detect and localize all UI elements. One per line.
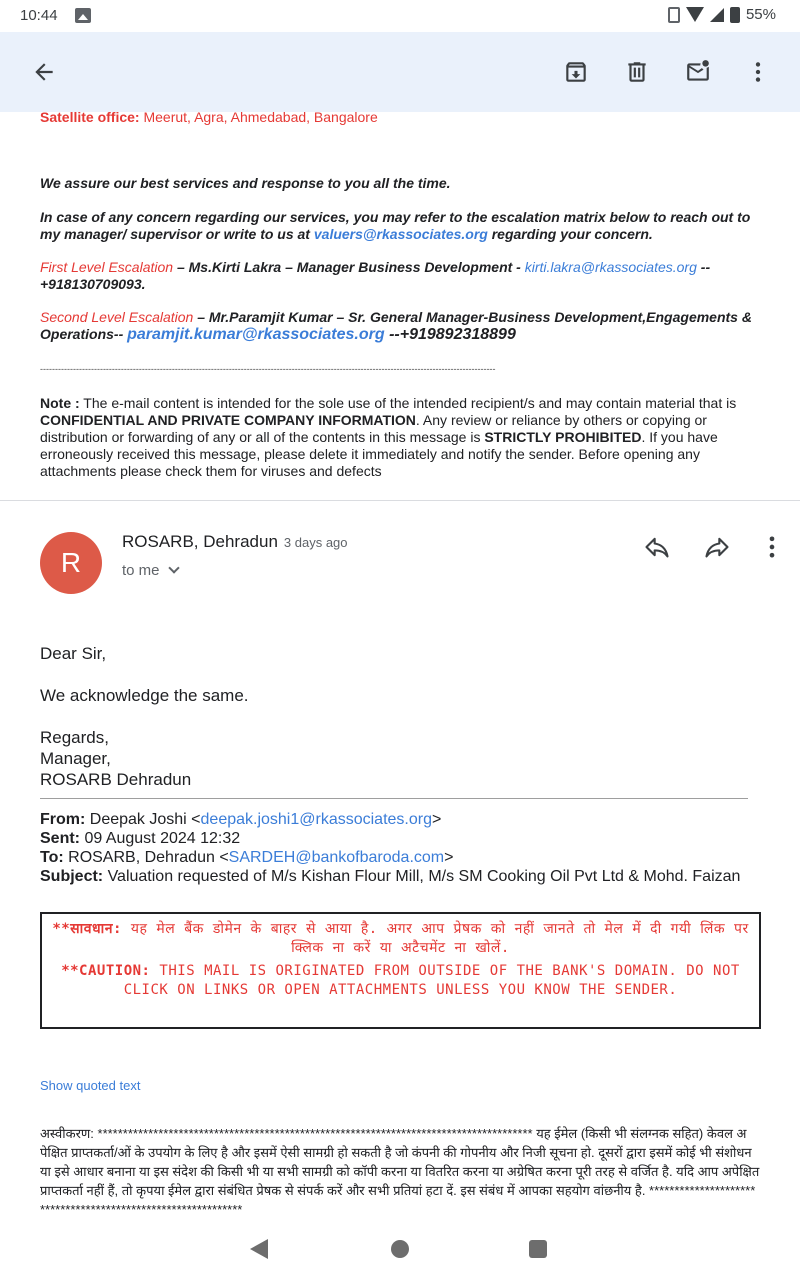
quoted-divider [40, 798, 748, 799]
greeting: Dear Sir, [40, 644, 107, 663]
to-me-label: to me [122, 562, 160, 579]
note-text-1: The e-mail content is intended for the sole use of the intended recipient/s and may contain material that is [79, 395, 737, 411]
delete-button[interactable] [617, 52, 657, 92]
note-text-3: . If you have erroneously received this message, please delete it immediately and notify the sender. Before opening any attachments please check them for viruses and defects [40, 429, 718, 479]
caution-hindi [52, 920, 749, 958]
hindi-disclaimer: अस्वीकरण: ************************************************************************************** यह ईमेल (किसी भी संलग्नक सहित) केवल अपेक्षित प्राप्तकर्ता/ओं के उपयोग के लिए है और इसमें ऐसी सामग्री हो सकती है जो कंपनी की गोपनीय और निजी सूचना हो. दूसरों द्वारा इसमें कोई भी संशोधन या इसे आधार बनाना या इस संदेश की किसी भी या सभी सामग्री को कॉपी करना या वितरित करना या अग्रेषित करना पूरी तरह से वर्जित है. यदि आप अपेक्षित प्राप्तकर्ता नहीं हैं, तो कृपया ईमेल द्वारा संबंधित प्रेषक से संपर्क करें और सभी प्रतियां हटा दें. इस संबंध में आपका सहयोग वांछनीय है. ************************************************************* [40, 1126, 760, 1217]
message-time: 3 days ago [283, 535, 348, 550]
signature [40, 727, 191, 790]
back-button[interactable] [24, 52, 64, 92]
kirti-email-link[interactable]: kirti.lakra@rkassociates.org [524, 259, 697, 275]
archive-icon [563, 59, 589, 85]
to-close: > [444, 849, 454, 866]
forward-button[interactable] [697, 527, 737, 567]
show-quoted-text-link[interactable]: Show quoted text [40, 1078, 141, 1093]
message-more-button[interactable] [752, 527, 792, 567]
first-escalation-text: – Ms.Kirti Lakra – Manager Business Development - [173, 259, 525, 275]
second-escalation-label: Second Level Escalation [40, 309, 194, 325]
email-thread [0, 112, 800, 1222]
avatar[interactable]: R [40, 532, 102, 594]
note-bold-1: CONFIDENTIAL AND PRIVATE COMPANY INFORMATION [40, 412, 416, 428]
concern-text [40, 209, 760, 243]
nav-home-icon[interactable] [391, 1240, 409, 1258]
reply-button[interactable] [637, 527, 677, 567]
satellite-office [40, 112, 770, 126]
caution-hindi-label: **सावधान: [52, 921, 122, 937]
signature-line-3: ROSARB Dehradun [40, 770, 192, 789]
sent-value: 09 August 2024 12:32 [80, 830, 241, 847]
caution-hindi-text: यह मेल बैंक डोमेन के बाहर से आया है. अगर आप प्रेषक को नहीं जानते तो मेल में दी गयी लिंक पर क्लिक ना करें या अटैचमेंट ना खोलें. [121, 921, 749, 956]
concern-text-2: regarding your concern. [487, 226, 653, 242]
subject-label: Subject: [40, 868, 104, 885]
concern-text-1: In case of any concern regarding our services, you may refer to the escalation matrix below to reach out to my manager/ supervisor or write to us at [40, 209, 751, 242]
satellite-value: Meerut, Agra, Ahmedabad, Bangalore [139, 112, 378, 125]
from-email-link[interactable]: deepak.joshi1@rkassociates.org [200, 811, 432, 828]
delete-icon [624, 59, 650, 85]
wifi-icon [686, 7, 704, 22]
vibrate-icon [668, 7, 680, 23]
satellite-label: Satellite office: [40, 112, 140, 125]
caution-english [52, 962, 749, 1000]
from-name: Deepak Joshi < [85, 811, 201, 828]
sender-name[interactable]: ROSARB, Dehradun [122, 532, 278, 551]
caution-box [40, 912, 761, 1029]
note-bold-2: STRICTLY PROHIBITED [484, 429, 642, 445]
sent-line [40, 829, 770, 848]
valuers-email-link[interactable]: valuers@rkassociates.org [313, 226, 488, 242]
forward-icon [703, 533, 731, 561]
more-vert-icon [745, 59, 771, 85]
sent-label: Sent: [40, 830, 80, 847]
quoted-headers [40, 810, 770, 886]
from-label: From: [40, 811, 86, 828]
first-escalation-label: First Level Escalation [40, 259, 174, 275]
status-icons [668, 6, 776, 23]
battery-icon [730, 7, 740, 23]
status-bar [0, 0, 800, 32]
from-close: > [432, 811, 442, 828]
message-separator [0, 500, 800, 501]
note-label: Note : [40, 395, 80, 411]
caution-english-label: **CAUTION: [61, 963, 151, 979]
second-escalation-text: – Mr.Paramjit Kumar – Sr. General Manager-Business Development,Engagements & Operations-- [40, 309, 752, 342]
second-escalation [40, 309, 760, 343]
subject-line [40, 867, 770, 886]
mark-unread-icon [685, 59, 711, 85]
caution-english-text: THIS MAIL IS ORIGINATED FROM OUTSIDE OF THE BANK'S DOMAIN. DO NOT CLICK ON LINKS OR OPEN ATTACHMENTS UNLESS YOU KNOW THE SENDER. [123, 963, 740, 998]
sender-line [122, 532, 348, 552]
to-email-link[interactable]: SARDEH@bankofbaroda.com [228, 849, 445, 866]
to-name: ROSARB, Dehradun < [63, 849, 229, 866]
subject-value: Valuation requested of M/s Kishan Flour Mill, M/s SM Cooking Oil Pvt Ltd & Mohd. Faizan [103, 868, 741, 885]
status-time: 10:44 [20, 7, 58, 24]
nav-back-icon[interactable] [250, 1239, 268, 1259]
mark-unread-button[interactable] [678, 52, 718, 92]
more-vert-icon [758, 533, 786, 561]
navigation-bar [0, 1222, 800, 1280]
paramjit-email-link[interactable]: paramjit.kumar@rkassociates.org [127, 326, 385, 343]
photo-notification-icon [75, 8, 91, 23]
more-options-button[interactable] [738, 52, 778, 92]
archive-button[interactable] [556, 52, 596, 92]
reply-icon [643, 533, 671, 561]
confidentiality-note [40, 395, 762, 480]
assurance-text: We assure our best services and response to you all the time. [40, 175, 451, 191]
to-label: To: [40, 849, 64, 866]
second-escalation-phone: --+919892318899 [384, 326, 516, 343]
nav-recents-icon[interactable] [529, 1240, 547, 1258]
note-text-2: . Any review or reliance by others or copying or distribution or forwarding of any or all of the contents in this message is [40, 412, 707, 445]
message-body: We acknowledge the same. [40, 686, 249, 705]
divider-line: -------------------------------------------------------------------------------------------------------------------------------------------------------- [40, 364, 496, 374]
back-arrow-icon [31, 59, 57, 85]
signature-line-1: Regards, [40, 728, 109, 747]
first-escalation-phone: --+918130709093. [40, 259, 711, 292]
from-line [40, 810, 770, 829]
recipients-toggle[interactable] [122, 562, 178, 579]
app-bar [0, 32, 800, 112]
to-line [40, 848, 770, 867]
chevron-down-icon [168, 562, 179, 573]
signal-icon [710, 8, 724, 22]
signature-line-2: Manager, [40, 749, 111, 768]
first-escalation [40, 259, 760, 293]
battery-percent: 55% [745, 6, 776, 23]
